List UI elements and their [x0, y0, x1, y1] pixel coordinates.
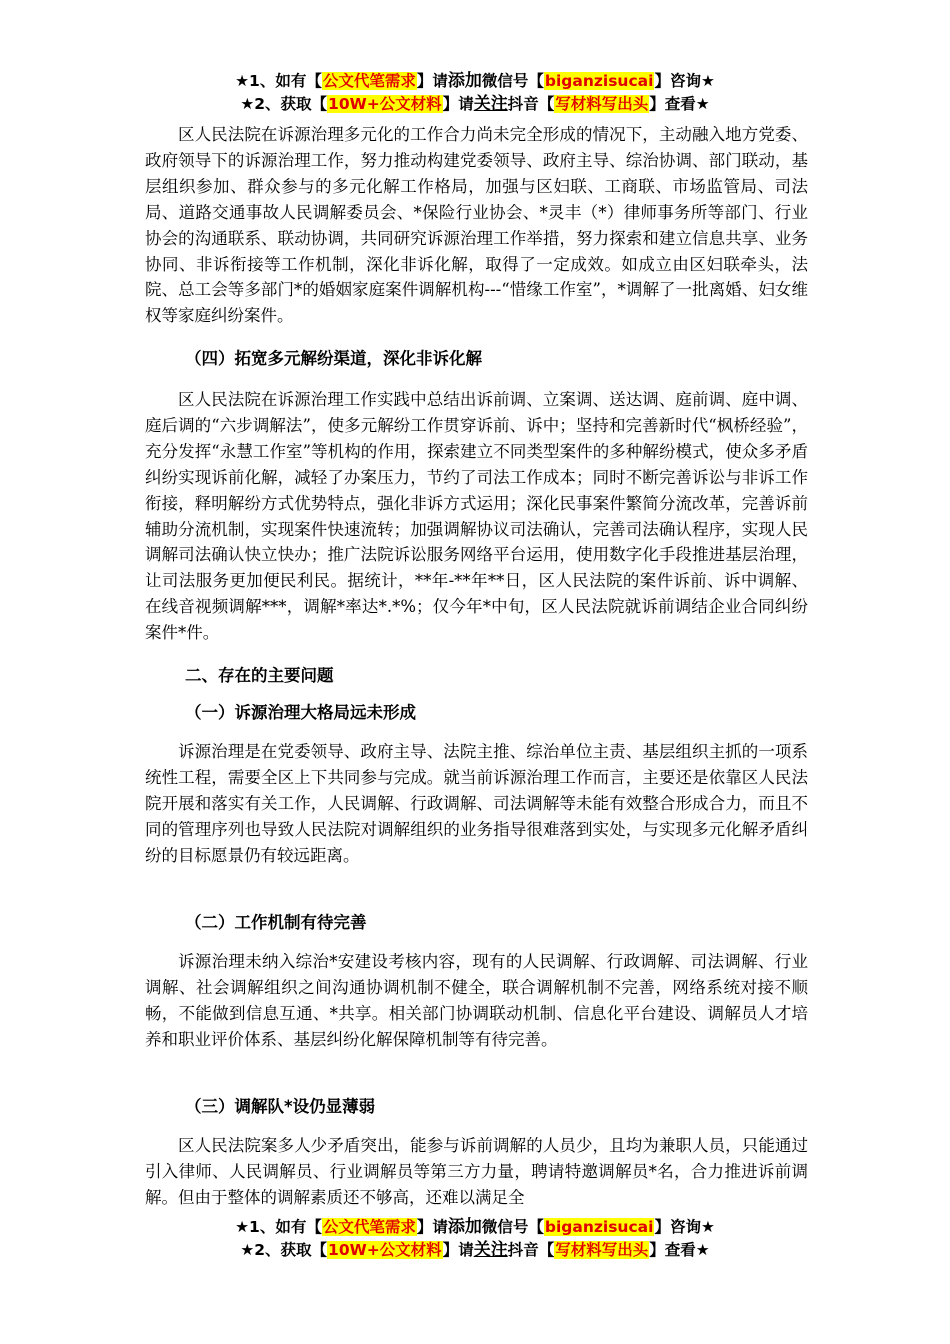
section-heading: （四）拓宽多元解纷渠道，深化非诉化解: [185, 349, 482, 368]
bottom-banner: [0, 1216, 950, 1262]
banner-emphasis: 关注: [473, 1240, 508, 1260]
paragraph: 区人民法院案多人少矛盾突出，能参与诉前调解的人员少，且均为兼职人员，只能通过引入律师、人民调解员、行业调解员等第三方力量，聘请特邀调解员*名，合力推进诉前调解。但由于整体的调解素质还不够高，还难以满足全: [145, 1136, 808, 1207]
banner-text: ★2、获取【: [240, 1241, 328, 1259]
section-heading: （一）诉源治理大格局远未形成: [185, 703, 416, 722]
banner-line-2: [0, 1239, 950, 1262]
banner-text: 】咨询★: [654, 72, 715, 90]
banner-highlight: 写材料写出头: [555, 95, 649, 113]
paragraph: 诉源治理未纳入综治*安建设考核内容，现有的人民调解、行政调解、司法调解、行业调解、社会调解组织之间沟通协调机制不健全，联合调解机制不完善，网络系统对接不顺畅，不能做到信息互通、*共享。相关部门协调联动机制、信息化平台建设、调解员人才培养和职业评价体系、基层纠纷化解保障机制等有待完善。: [145, 952, 808, 1049]
banner-emphasis: 添加: [447, 1217, 482, 1237]
banner-highlight: 公文代笔需求: [322, 72, 416, 90]
banner-line-1: [0, 1216, 950, 1239]
banner-highlight: 10W+公文材料: [328, 1241, 442, 1259]
banner-highlight: biganzisucai: [544, 1218, 654, 1236]
top-banner: [0, 70, 950, 116]
banner-text: 】查看★: [649, 95, 710, 113]
section-heading: 二、存在的主要问题: [185, 666, 334, 685]
banner-text: 微信号【: [481, 72, 544, 90]
section-heading: （三）调解队*设仍显薄弱: [185, 1097, 376, 1116]
banner-line-2: [0, 93, 950, 116]
banner-text: 微信号【: [481, 1218, 544, 1236]
paragraph: 诉源治理是在党委领导、政府主导、法院主推、综治单位主责、基层组织主抓的一项系统性工程，需要全区上下共同参与完成。就当前诉源治理工作而言，主要还是依靠区人民法院开展和落实有关工作，人民调解、行政调解、司法调解等未能有效整合形成合力，而且不同的管理序列也导致人民法院对调解组织的业务指导很难落到实处，与实现多元化解矛盾纠纷的目标愿景仍有较远距离。: [145, 742, 808, 865]
banner-text: 】查看★: [649, 1241, 710, 1259]
banner-text: 】咨询★: [654, 1218, 715, 1236]
banner-line-1: [0, 70, 950, 93]
banner-text: 抖音【: [507, 95, 555, 113]
banner-text: ★2、获取【: [240, 95, 328, 113]
banner-text: 】请: [416, 1218, 448, 1236]
paragraph: 区人民法院在诉源治理多元化的工作合力尚未完全形成的情况下，主动融入地方党委、政府领导下的诉源治理工作，努力推动构建党委领导、政府主导、综治协调、部门联动，基层组织参加、群众参与的多元化解工作格局，加强与区妇联、工商联、市场监管局、司法局、道路交通事故人民调解委员会、*保险行业协会、*灵丰（*）律师事务所等部门、行业协会的沟通联系、联动协调，共同研究诉源治理工作举措，努力探索和建立信息共享、业务协同、非诉衔接等工作机制，深化非诉化解，取得了一定成效。如成立由区妇联牵头，法院、总工会等多部门*的婚姻家庭案件调解机构---“惜缘工作室”，*调解了一批离婚、妇女维权等家庭纠纷案件。: [145, 125, 808, 326]
banner-emphasis: 添加: [447, 71, 482, 91]
banner-highlight: biganzisucai: [544, 72, 654, 90]
banner-text: ★1、如有【: [235, 72, 322, 90]
document-body: [145, 122, 808, 1211]
banner-text: 】请: [442, 95, 474, 113]
banner-highlight: 写材料写出头: [555, 1241, 649, 1259]
banner-text: ★1、如有【: [235, 1218, 322, 1236]
banner-text: 】请: [442, 1241, 474, 1259]
paragraph: 区人民法院在诉源治理工作实践中总结出诉前调、立案调、送达调、庭前调、庭中调、庭后调的“六步调解法”，使多元解纷工作贯穿诉前、诉中；坚持和完善新时代“枫桥经验”，充分发挥“永慧工作室”等机构的作用，探索建立不同类型案件的多种解纷模式，使众多矛盾纠纷实现诉前化解，减轻了办案压力，节约了司法工作成本；同时不断完善诉讼与非诉工作衔接，释明解纷方式优势特点，强化非诉方式运用；深化民事案件繁简分流改革，完善诉前辅助分流机制，实现案件快速流转；加强调解协议司法确认，完善司法确认程序，实现人民调解司法确认快立快办；推广法院诉讼服务网络平台运用，使用数字化手段推进基层治理，让司法服务更加便民利民。据统计，**年-**年**日，区人民法院的案件诉前、诉中调解、在线音视频调解***，调解*率达*.*%；仅今年*中旬，区人民法院就诉前调结企业合同纠纷案件*件。: [145, 390, 808, 643]
banner-highlight: 公文代笔需求: [322, 1218, 416, 1236]
banner-highlight: 10W+公文材料: [328, 95, 442, 113]
section-heading: （二）工作机制有待完善: [185, 913, 367, 932]
banner-text: 抖音【: [507, 1241, 555, 1259]
banner-text: 】请: [416, 72, 448, 90]
banner-emphasis: 关注: [473, 94, 508, 114]
